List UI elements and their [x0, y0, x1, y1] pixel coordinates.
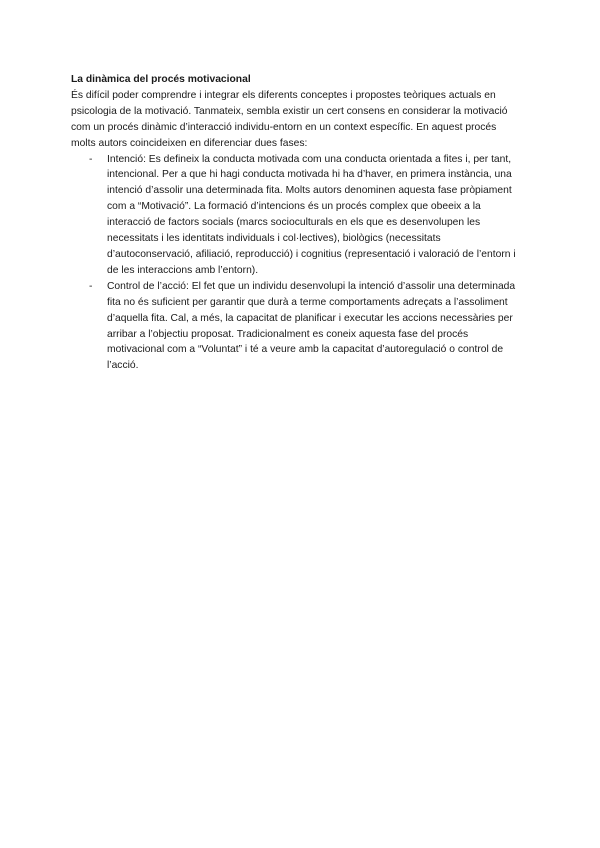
list-item-text: Control de l’acció: El fet que un individu desenvolupi la intenció d’assolir una determinada fita no és suficient per garantir que durà a terme comportaments adreçats a l’assoliment d’aquella fita. Cal, a més, la capacitat de planificar i executar les accions necessàries per arribar a l’objectiu proposat. Tradicionalment es coneix aquesta fase del procés motivacional com a “Voluntat” i té a veure amb la capacitat d’autoregulació o control de l’acció.	[107, 280, 516, 372]
section-title: La dinàmica del procés motivacional	[71, 74, 251, 85]
document-body	[71, 72, 517, 374]
bullet-dash: -	[89, 153, 93, 165]
intro-paragraph: És difícil poder comprendre i integrar els diferents conceptes i propostes teòriques actuals en psicologia de la motivació. Tanmateix, sembla existir un cert consens en considerar la motivació com un procés dinàmic d’interacció individu-entorn en un context específic. En aquest procés molts autors coincideixen en diferenciar dues fases:	[71, 89, 508, 149]
list-item-text: Intenció: Es defineix la conducta motivada com una conducta orientada a fites i, per tant, intencional. Per a que hi hagi conducta motivada hi ha d’haver, en primera instància, una intenció d’assolir una determinada fita. Molts autors denominen aquesta fase pròpiament com a “Motivació”. La formació d’intencions és un procés complex que obeeix a la interacció de factors socials (marcs socioculturals en els que es desenvolupen les necessitats i les identitats individuals i col·lectives), biològics (necessitats d’autoconservació, afiliació, reproducció) i cognitius (representació i valoració de l’entorn i de les interaccions amb l’entorn).	[107, 153, 516, 276]
list-item-control-accio	[71, 279, 517, 374]
phase-list	[71, 152, 517, 375]
bullet-dash: -	[89, 280, 93, 292]
list-item-intencio	[71, 152, 517, 279]
